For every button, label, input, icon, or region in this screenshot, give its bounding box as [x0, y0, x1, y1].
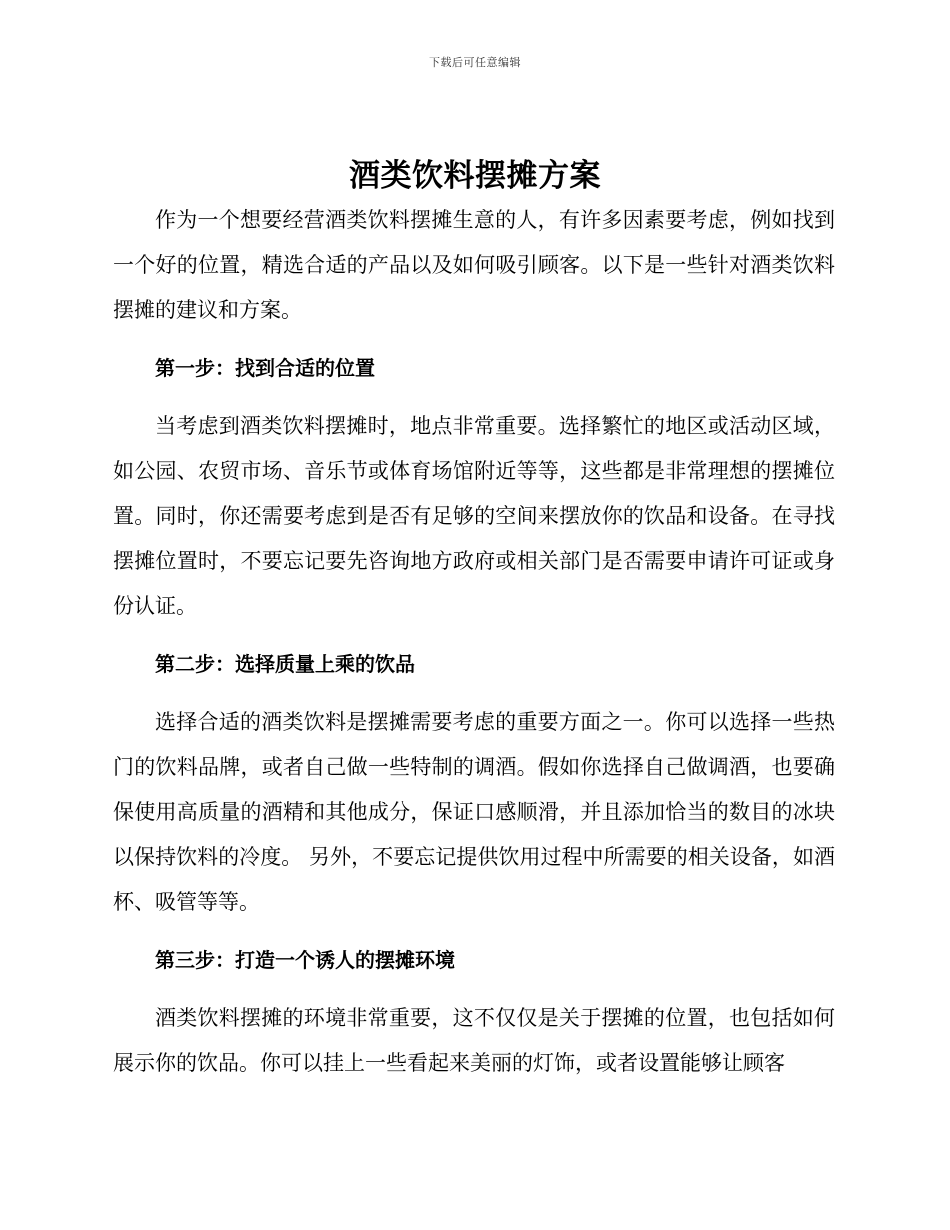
step-1-heading: 第一步：找到合适的位置	[155, 356, 375, 380]
step-3-heading: 第三步：打造一个诱人的摆摊环境	[155, 948, 455, 972]
step-2-paragraph: 选择合适的酒类饮料是摆摊需要考虑的重要方面之一。你可以选择一些热门的饮料品牌，或者自己做一些特制的调酒。假如你选择自己做调酒，也要确保使用高质量的酒精和其他成分，保证口感顺滑，并且添加恰当的数目的冰块以保持饮料的冷度。 另外，不要忘记提供饮用过程中所需要的相关设备，如酒杯、吸管等等。	[113, 710, 835, 914]
step-3-paragraph: 酒类饮料摆摊的环境非常重要，这不仅仅是关于摆摊的位置，也包括如何展示你的饮品。你可以挂上一些看起来美丽的灯饰，或者设置能够让顾客	[113, 1006, 835, 1075]
step-1-paragraph: 当考虑到酒类饮料摆摊时，地点非常重要。选择繁忙的地区或活动区域，如公园、农贸市场、音乐节或体育场馆附近等等，这些都是非常理想的摆摊位置。同时，你还需要考虑到是否有足够的空间来摆放你的饮品和设备。在寻找摆摊位置时，不要忘记要先咨询地方政府或相关部门是否需要申请许可证或身份认证。	[113, 414, 835, 618]
document-body	[113, 198, 835, 1086]
step-2-heading: 第二步：选择质量上乘的饮品	[155, 652, 415, 676]
document-title: 酒类饮料摆摊方案	[349, 158, 601, 194]
intro-paragraph: 作为一个想要经营酒类饮料摆摊生意的人，有许多因素要考虑，例如找到一个好的位置，精选合适的产品以及如何吸引顾客。以下是一些针对酒类饮料摆摊的建议和方案。	[113, 208, 835, 322]
header-note: 下载后可任意编辑	[429, 56, 521, 69]
